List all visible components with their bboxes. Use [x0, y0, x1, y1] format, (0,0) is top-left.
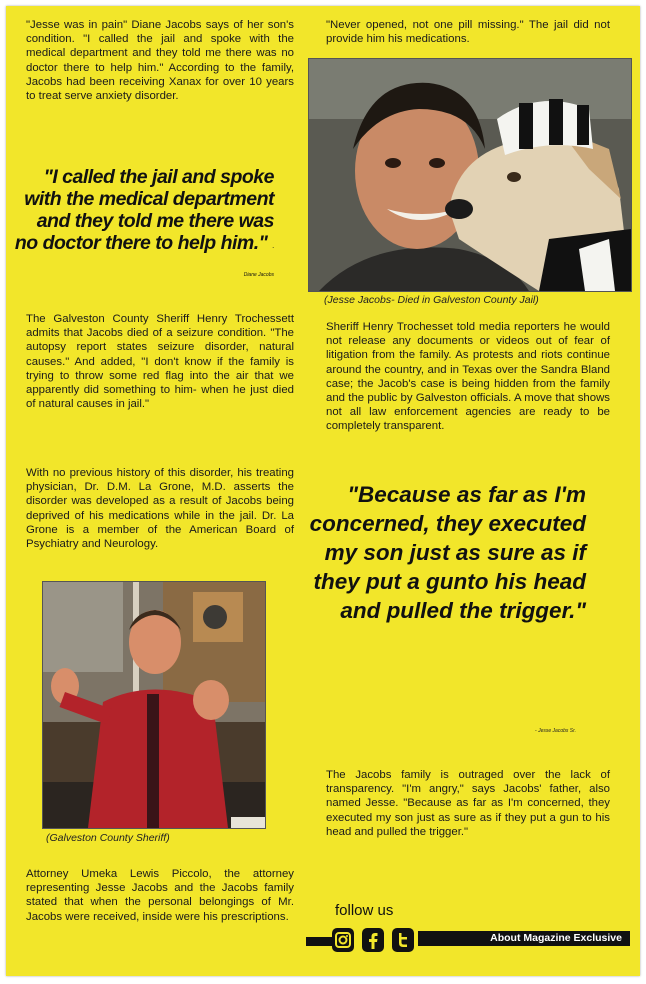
social-bar [306, 928, 636, 954]
magazine-exclusive-bar: About Magazine Exclusive [418, 931, 630, 946]
right-pull-quote-attribution: - Jesse Jacobs Sr. [535, 728, 576, 734]
left-paragraph-1: "Jesse was in pain" Diane Jacobs says of her son's condition. "I called the jail and spoke with the medical department and they told me there was no doctor there to help him." According to the family, Jacobs had been receiving Xanax for over 10 years to treat serve anxiety disorder. [26, 19, 294, 103]
jesse-jacobs-photo-illustration [309, 59, 631, 291]
social-bar-line-left [306, 937, 332, 946]
left-paragraph-4: Attorney Umeka Lewis Piccolo, the attorney representing Jesse Jacobs and the Jacobs family stated that when the personal belongings of Mr. Jacobs were received, inside were his prescriptions. [26, 868, 294, 923]
right-paragraph-1: "Never opened, not one pill missing." The jail did not provide him his medications. [326, 19, 610, 46]
left-paragraph-3: With no previous history of this disorder, his treating physician, Dr. D.M. La Grone, M.D. asserts the disorder was developed as a result of Jacobs being deprived of his medications while in the jail. Dr. La Grone is a member of the American Board of Psychiatry and Neurology. [26, 467, 294, 551]
jesse-photo-caption: (Jesse Jacobs- Died in Galveston County Jail) [324, 294, 539, 306]
magazine-page [6, 6, 640, 976]
left-pull-quote-attribution: - Diane Jacobs [243, 245, 274, 278]
facebook-icon[interactable] [362, 928, 384, 952]
instagram-icon[interactable] [332, 928, 354, 952]
left-pull-quote [10, 166, 274, 286]
right-paragraph-3: The Jacobs family is outraged over the lack of transparency. "I'm angry," says Jacobs' father, also named Jesse. "Because as far as I'm concerned, they executed my son just as sure as if they put a gun to his head and pulled the trigger." [326, 769, 610, 838]
left-pull-quote-text: "I called the jail and spoke with the medical department and they told me there was no doctor there to help him." [14, 166, 274, 254]
sheriff-photo-caption: (Galveston County Sheriff) [46, 832, 170, 844]
sheriff-photo [42, 581, 266, 829]
right-pull-quote: "Because as far as I'm concerned, they executed my son just as sure as if they put a gunto his head and pulled the trigger." [309, 482, 586, 623]
twitter-icon[interactable] [392, 928, 414, 952]
jesse-jacobs-photo [308, 58, 632, 292]
follow-us-label: follow us [335, 902, 394, 919]
right-paragraph-2: Sheriff Henry Trochesset told media reporters he would not release any documents or videos out of fear of litigation from the family. As protests and riots continue around the country, and in Texas over the Sandra Bland case; the Jacob's case is being hidden from the family and the public by Galveston officials. A move that shows not all law enforcement agencies are ready to be completely transparent. [326, 321, 610, 433]
sheriff-photo-illustration [43, 582, 265, 828]
left-paragraph-2: The Galveston County Sheriff Henry Trochessett admits that Jacobs died of a seizure condition. "The autopsy report states seizure disorder, natural causes." And added, "I don't know if the family is trying to throw some red flag into the air that we apparently did something to him- when he just died of natural causes in jail." [26, 313, 294, 411]
